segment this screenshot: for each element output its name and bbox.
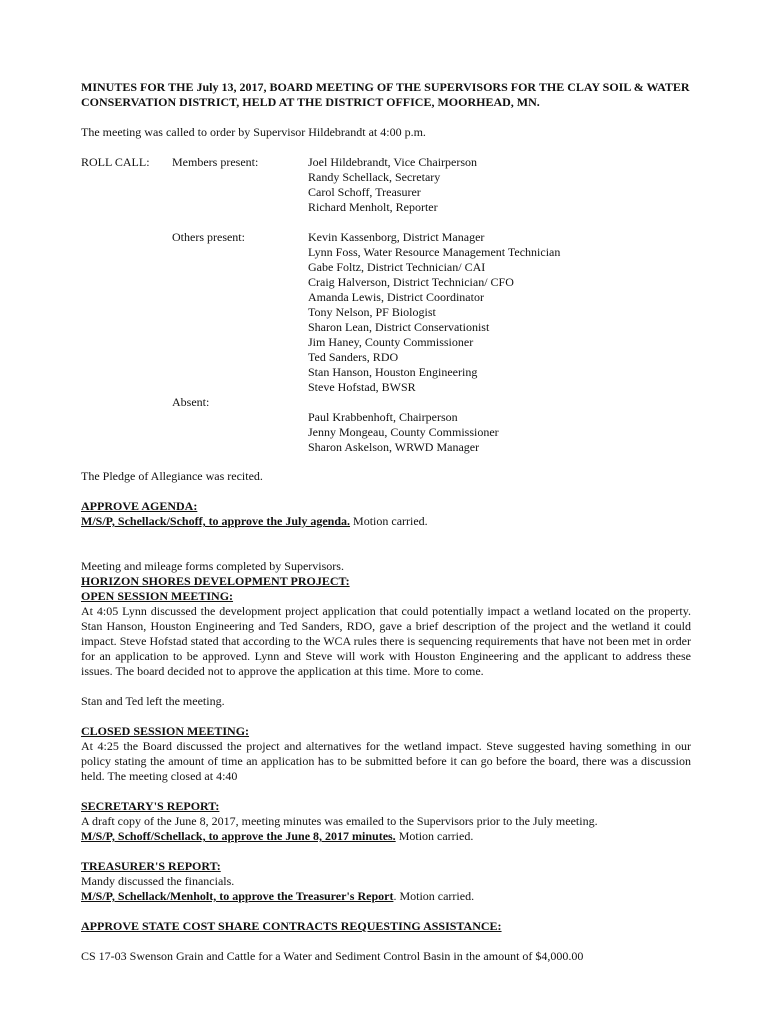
secretary-result: Motion carried.	[395, 829, 474, 843]
other-name: Tony Nelson, PF Biologist	[308, 305, 436, 319]
absent-name: Jenny Mongeau, County Commissioner	[308, 425, 499, 439]
treasurer-text: Mandy discussed the financials.	[81, 874, 235, 888]
member-name: Richard Menholt, Reporter	[308, 200, 438, 214]
agenda-motion-line	[81, 514, 691, 529]
document-title: MINUTES FOR THE July 13, 2017, BOARD MEETING OF THE SUPERVISORS FOR THE CLAY SOIL & WATER CONSERVATION DISTRICT, HELD AT THE DISTRICT OFFICE, MOORHEAD, MN.	[81, 80, 690, 109]
treasurer-result: . Motion carried.	[393, 889, 475, 903]
treasurer-heading: TREASURER'S REPORT:	[81, 859, 221, 873]
absent-name: Sharon Askelson, WRWD Manager	[308, 440, 480, 454]
agenda-motion: M/S/P, Schellack/Schoff, to approve the July agenda.	[81, 514, 351, 528]
pledge-text: The Pledge of Allegiance was recited.	[81, 469, 263, 483]
other-name: Steve Hofstad, BWSR	[308, 380, 416, 394]
secretary-motion: M/S/P, Schoff/Schellack, to approve the June 8, 2017 minutes.	[81, 829, 396, 843]
absent-list	[308, 410, 688, 455]
cost-share-heading: APPROVE STATE COST SHARE CONTRACTS REQUESTING ASSISTANCE:	[81, 919, 502, 933]
closed-session-heading: CLOSED SESSION MEETING:	[81, 724, 250, 738]
roll-call-label: ROLL CALL:	[81, 155, 150, 169]
others-present-label: Others present:	[172, 230, 245, 244]
left-meeting-text: Stan and Ted left the meeting.	[81, 694, 225, 708]
other-name: Lynn Foss, Water Resource Management Technician	[308, 245, 561, 259]
open-session-heading: OPEN SESSION MEETING:	[81, 589, 234, 603]
others-list	[308, 230, 688, 395]
other-name: Kevin Kassenborg, District Manager	[308, 230, 485, 244]
other-name: Amanda Lewis, District Coordinator	[308, 290, 484, 304]
roll-call-section	[81, 155, 691, 469]
treasurer-motion-line	[81, 889, 691, 904]
other-name: Sharon Lean, District Conservationist	[308, 320, 490, 334]
call-to-order: The meeting was called to order by Supervisor Hildebrandt at 4:00 p.m.	[81, 125, 426, 139]
members-list	[308, 155, 688, 215]
absent-label: Absent:	[172, 395, 210, 409]
other-name: Ted Sanders, RDO	[308, 350, 399, 364]
absent-name: Paul Krabbenhoft, Chairperson	[308, 410, 458, 424]
member-name: Carol Schoff, Treasurer	[308, 185, 421, 199]
other-name: Jim Haney, County Commissioner	[308, 335, 474, 349]
member-name: Joel Hildebrandt, Vice Chairperson	[308, 155, 478, 169]
forms-text: Meeting and mileage forms completed by Supervisors.	[81, 559, 344, 573]
closed-session-text: At 4:25 the Board discussed the project and alternatives for the wetland impact. Steve suggested having something in our policy stating the amount of time an application has to be submitted before it can go before the board, there was a discussion held. The meeting closed at 4:40	[81, 739, 691, 783]
other-name: Craig Halverson, District Technician/ CFO	[308, 275, 514, 289]
other-name: Stan Hanson, Houston Engineering	[308, 365, 478, 379]
member-name: Randy Schellack, Secretary	[308, 170, 441, 184]
open-session-text: At 4:05 Lynn discussed the development project application that could potentially impact a wetland located on the property. Stan Hanson, Houston Engineering and Ted Sanders, RDO, gave a brief description of the project and the wetland it could impact. Steve Hofstad stated that according to the WCA rules there is sequencing requirements that have not been met in order for an application to be approved. Lynn and Steve will work with Houston Engineering and the applicant to address these issues. The board decided not to approve the application at this time. More to come.	[81, 604, 691, 678]
agenda-result: Motion carried.	[350, 514, 428, 528]
secretary-motion-line	[81, 829, 691, 844]
minutes-page	[81, 80, 691, 964]
treasurer-motion: M/S/P, Schellack/Menholt, to approve the Treasurer's Report	[81, 889, 394, 903]
secretary-text: A draft copy of the June 8, 2017, meeting minutes was emailed to the Supervisors prior to the July meeting.	[81, 814, 598, 828]
cost-share-item: CS 17-03 Swenson Grain and Cattle for a Water and Sediment Control Basin in the amount of $4,000.00	[81, 949, 584, 963]
agenda-heading: APPROVE AGENDA:	[81, 499, 198, 513]
secretary-heading: SECRETARY'S REPORT:	[81, 799, 220, 813]
horizon-heading: HORIZON SHORES DEVELOPMENT PROJECT:	[81, 574, 350, 588]
other-name: Gabe Foltz, District Technician/ CAI	[308, 260, 486, 274]
members-present-label: Members present:	[172, 155, 259, 169]
